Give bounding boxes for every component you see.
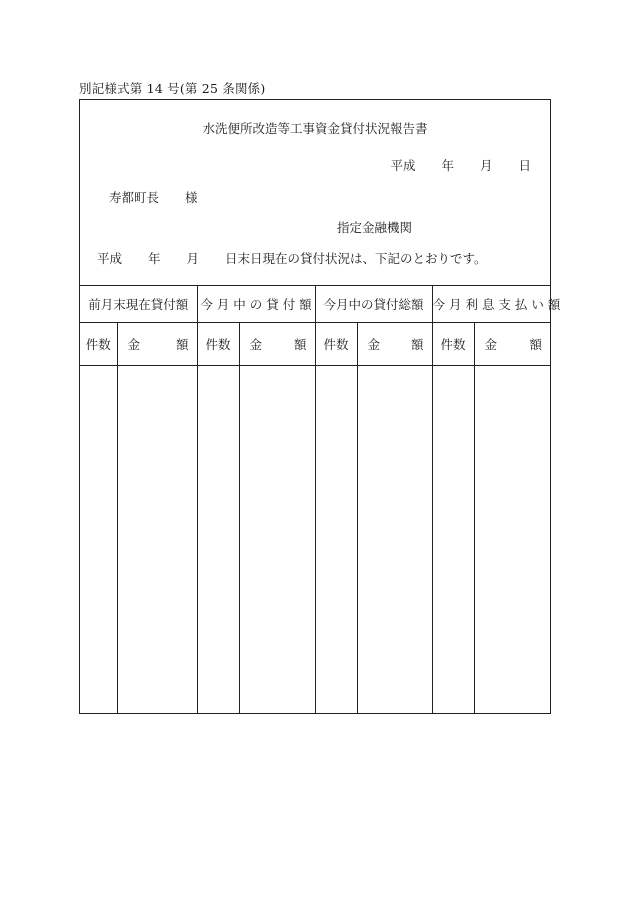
date-day-label: 日 xyxy=(518,158,531,173)
addressee xyxy=(109,188,198,206)
statement-era: 平成 xyxy=(97,251,123,266)
count-cell-month-total[interactable] xyxy=(315,366,357,714)
amount-header-char-1: 金 xyxy=(367,337,381,352)
count-cell-interest[interactable] xyxy=(432,366,474,714)
group-header-month-loans: 今 月 中 の 貸 付 額 xyxy=(197,286,315,323)
addressee-honorific: 様 xyxy=(185,190,198,205)
amount-header-char-2: 額 xyxy=(411,337,424,352)
institution-label: 指定金融機関 xyxy=(337,220,413,235)
status-statement xyxy=(97,249,487,267)
amount-cell-month-loans[interactable] xyxy=(239,366,315,714)
count-cell-prev-month[interactable] xyxy=(80,366,117,714)
amount-header-char-2: 額 xyxy=(294,337,307,352)
amount-cell-interest[interactable] xyxy=(474,366,550,714)
date-month-label: 月 xyxy=(479,158,493,173)
amount-header-char-2: 額 xyxy=(176,337,189,352)
group-header-interest-paid: 今 月 利 息 支 払 い 額 xyxy=(432,286,550,323)
statement-year-label: 年 xyxy=(148,251,161,266)
amount-header-char-1: 金 xyxy=(249,337,263,352)
count-header: 件数 xyxy=(80,323,117,366)
report-title: 水洗便所改造等工事資金貸付状況報告書 xyxy=(202,121,428,136)
amount-header-char-2: 額 xyxy=(529,337,543,352)
amount-header xyxy=(117,323,197,366)
loan-status-table xyxy=(80,286,561,713)
date-era: 平成 xyxy=(390,158,416,173)
amount-header-char-1: 金 xyxy=(127,337,141,352)
count-header: 件数 xyxy=(197,323,239,366)
amount-cell-month-total[interactable] xyxy=(357,366,432,714)
amount-header-char-1: 金 xyxy=(484,337,498,352)
form-number: 別記様式第 14 号(第 25 条関係) xyxy=(79,81,266,96)
amount-header xyxy=(474,323,550,366)
group-header-prev-month-balance: 前月末現在貸付額 xyxy=(80,286,197,323)
amount-header xyxy=(239,323,315,366)
group-header-month-total: 今月中の貸付総額 xyxy=(315,286,432,323)
addressee-name: 寿都町長 xyxy=(109,190,160,205)
statement-text: 日末日現在の貸付状況は、下記のとおりです。 xyxy=(225,251,487,266)
statement-month-label: 月 xyxy=(186,251,200,266)
count-header: 件数 xyxy=(432,323,474,366)
report-form xyxy=(79,99,561,714)
count-cell-month-loans[interactable] xyxy=(197,366,239,714)
count-header: 件数 xyxy=(315,323,357,366)
amount-cell-prev-month[interactable] xyxy=(117,366,197,714)
date-year-label: 年 xyxy=(441,158,454,173)
report-header xyxy=(80,100,550,286)
amount-header xyxy=(357,323,432,366)
report-date xyxy=(390,156,531,174)
